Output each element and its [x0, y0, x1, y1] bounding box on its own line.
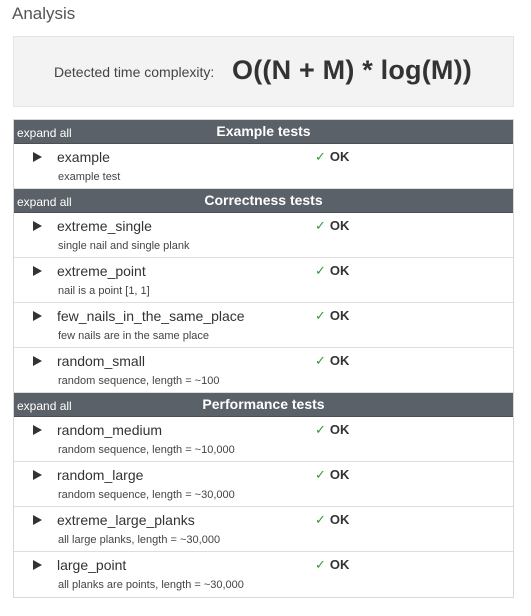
test-name[interactable]: few_nails_in_the_same_place [57, 308, 245, 324]
test-description: random sequence, length = ~100 [58, 375, 220, 387]
test-description: single nail and single plank [58, 240, 190, 252]
expand-triangle-icon[interactable] [33, 221, 42, 231]
test-name[interactable]: random_medium [57, 422, 163, 438]
test-result-label: OK [329, 422, 350, 437]
test-name[interactable]: extreme_point [57, 263, 146, 279]
check-icon: ✓ [315, 218, 326, 233]
test-result [315, 353, 349, 369]
check-icon: ✓ [315, 263, 326, 278]
test-name[interactable]: example [57, 149, 110, 165]
check-icon: ✓ [315, 557, 326, 572]
test-result [315, 218, 349, 234]
test-result-label: OK [329, 467, 350, 482]
test-description: few nails are in the same place [58, 330, 210, 342]
expand-triangle-icon[interactable] [33, 311, 42, 321]
expand-triangle-icon[interactable] [33, 560, 42, 570]
check-icon: ✓ [315, 353, 326, 368]
test-group-title: Correctness tests [204, 192, 323, 208]
test-row [14, 552, 513, 597]
test-row [14, 462, 513, 507]
test-description: example test [58, 171, 121, 183]
expand-triangle-icon[interactable] [33, 515, 42, 525]
test-row [14, 213, 513, 258]
page-title: Analysis [12, 4, 76, 23]
test-description: all large planks, length = ~30,000 [58, 534, 221, 546]
test-group-header [14, 393, 513, 417]
check-icon: ✓ [315, 422, 326, 437]
test-row [14, 348, 513, 393]
expand-triangle-icon[interactable] [33, 266, 42, 276]
test-result [315, 422, 349, 438]
test-result [315, 512, 349, 528]
test-description: all planks are points, length = ~30,000 [58, 579, 244, 591]
expand-triangle-icon[interactable] [33, 356, 42, 366]
test-row [14, 417, 513, 462]
check-icon: ✓ [315, 512, 326, 527]
complexity-label: Detected time complexity: [54, 64, 215, 80]
test-group-header [14, 189, 513, 213]
test-row [14, 144, 513, 189]
test-description: random sequence, length = ~10,000 [58, 444, 235, 456]
test-result [315, 308, 349, 324]
check-icon: ✓ [315, 149, 326, 164]
test-group-header [14, 120, 513, 144]
expand-all-link[interactable]: expand all [17, 126, 72, 140]
test-name[interactable]: random_small [57, 353, 145, 369]
test-result [315, 149, 349, 165]
expand-all-link[interactable]: expand all [17, 195, 72, 209]
expand-all-link[interactable]: expand all [17, 399, 72, 413]
test-name[interactable]: extreme_large_planks [57, 512, 195, 528]
test-result-label: OK [329, 557, 350, 572]
test-name[interactable]: large_point [57, 557, 127, 573]
test-row [14, 258, 513, 303]
test-name[interactable]: random_large [57, 467, 144, 483]
test-row [14, 507, 513, 552]
test-result-label: OK [329, 263, 350, 278]
test-result [315, 557, 349, 573]
test-result-label: OK [329, 512, 350, 527]
test-name[interactable]: extreme_single [57, 218, 152, 234]
expand-triangle-icon[interactable] [33, 152, 42, 162]
test-group-title: Performance tests [202, 396, 325, 412]
complexity-value: O((N + M) * log(M)) [232, 55, 472, 85]
test-result-label: OK [329, 353, 350, 368]
expand-triangle-icon[interactable] [33, 470, 42, 480]
complexity-panel [13, 36, 514, 107]
test-result-label: OK [329, 218, 350, 233]
test-description: nail is a point [1, 1] [58, 285, 150, 297]
test-result [315, 467, 349, 483]
test-row [14, 303, 513, 348]
test-result-label: OK [329, 149, 350, 164]
test-result-label: OK [329, 308, 350, 323]
test-result [315, 263, 349, 279]
check-icon: ✓ [315, 467, 326, 482]
test-group-title: Example tests [216, 123, 311, 139]
test-description: random sequence, length = ~30,000 [58, 489, 235, 501]
expand-triangle-icon[interactable] [33, 425, 42, 435]
test-results-table [13, 119, 514, 598]
check-icon: ✓ [315, 308, 326, 323]
